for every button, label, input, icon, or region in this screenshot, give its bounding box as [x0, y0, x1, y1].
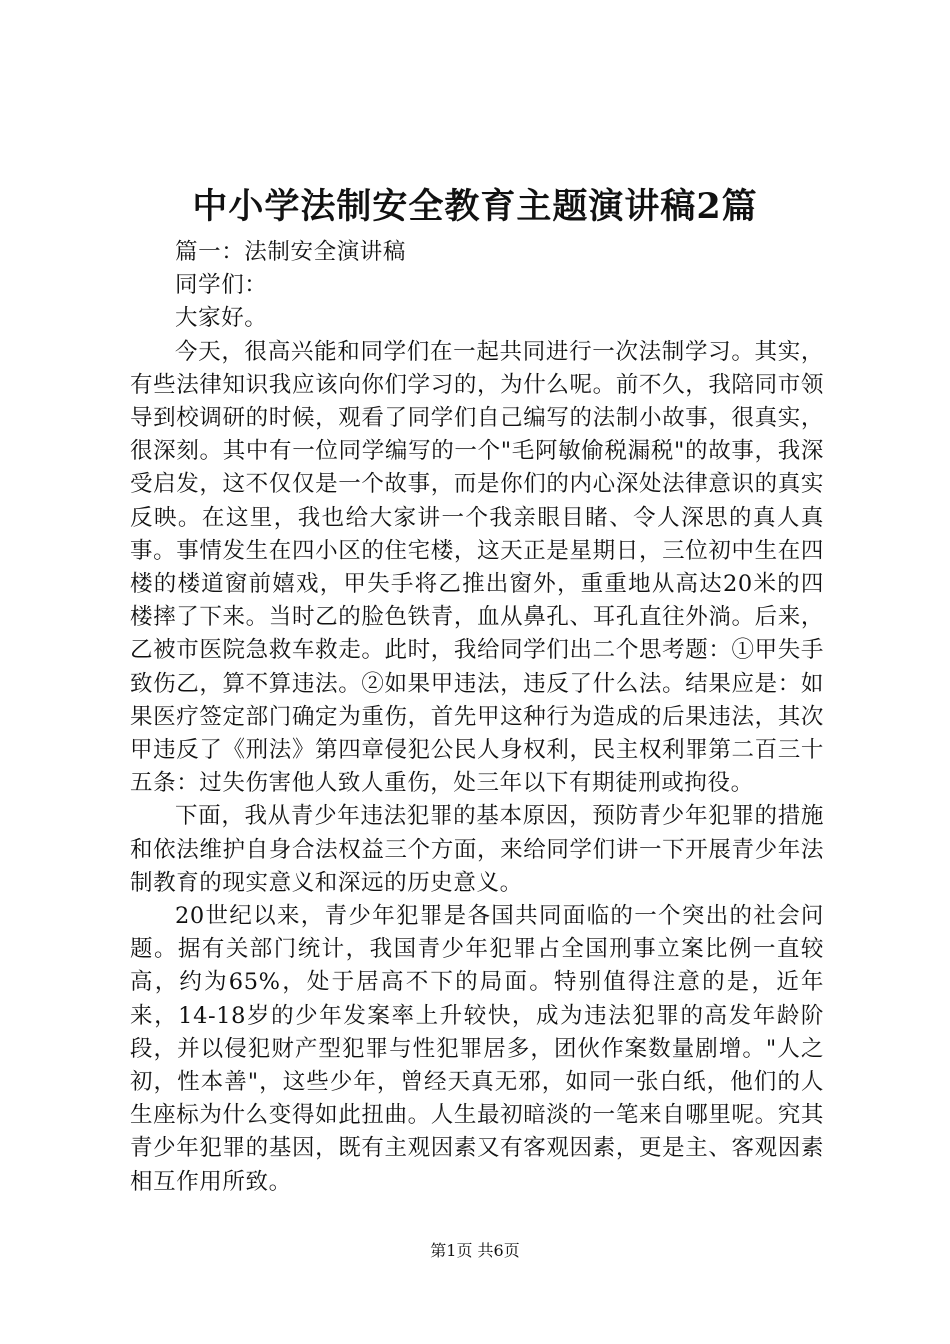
body-paragraph: 今天，很高兴能和同学们在一起共同进行一次法制学习。其实，有些法律知识我应该向你们学习的，为什么呢。前不久，我陪同市领导到校调研的时候，观看了同学们自己编写的法制小故事，很真实，很深刻。其中有一位同学编写的一个"毛阿敏偷税漏税"的故事，我深受启发，这不仅仅是一个故事，而是你们的内心深处法律意识的真实反映。在这里，我也给大家讲一个我亲眼目睹、令人深思的真人真事。事情发生在四小区的住宅楼，这天正是星期日，三位初中生在四楼的楼道窗前嬉戏，甲失手将乙推出窗外，重重地从高达20米的四楼摔了下来。当时乙的脸色铁青，血从鼻孔、耳孔直往外淌。后来，乙被市医院急救车救走。此时，我给同学们出二个思考题：①甲失手致伤乙，算不算违法。②如果甲违法，违反了什么法。结果应是：如果医疗签定部门确定为重伤，首先甲这种行为造成的后果违法，其次甲违反了《刑法》第四章侵犯公民人身权利，民主权利罪第二百三十五条：过失伤害他人致人重伤，处三年以下有期徒刑或拘役。 [130, 338, 824, 797]
greeting: 大家好。 [175, 305, 268, 332]
section-heading: 篇一：法制安全演讲稿 [175, 239, 407, 265]
document-body [130, 236, 824, 1199]
body-paragraph: 下面，我从青少年违法犯罪的基本原因，预防青少年犯罪的措施和依法维护自身合法权益三个方面，来给同学们讲一下开展青少年法制教育的现实意义和深远的历史意义。 [130, 803, 824, 896]
salutation: 同学们： [175, 272, 268, 299]
body-paragraph: 20世纪以来，青少年犯罪是各国共同面临的一个突出的社会问题。据有关部门统计，我国青少年犯罪占全国刑事立案比例一直较高，约为65%，处于居高不下的局面。特别值得注意的是，近年来，14-18岁的少年发案率上升较快，成为违法犯罪的高发年龄阶段，并以侵犯财产型犯罪与性犯罪居多，团伙作案数量剧增。"人之初，性本善"，这些少年，曾经天真无邪，如同一张白纸，他们的人生座标为什么变得如此扭曲。人生最初暗淡的一笔来自哪里呢。究其青少年犯罪的基因，既有主观因素又有客观因素，更是主、客观因素相互作用所致。 [130, 903, 824, 1195]
page-footer: 第1页 共6页 [430, 1241, 520, 1260]
document-title: 中小学法制安全教育主题演讲稿2篇 [192, 186, 758, 227]
